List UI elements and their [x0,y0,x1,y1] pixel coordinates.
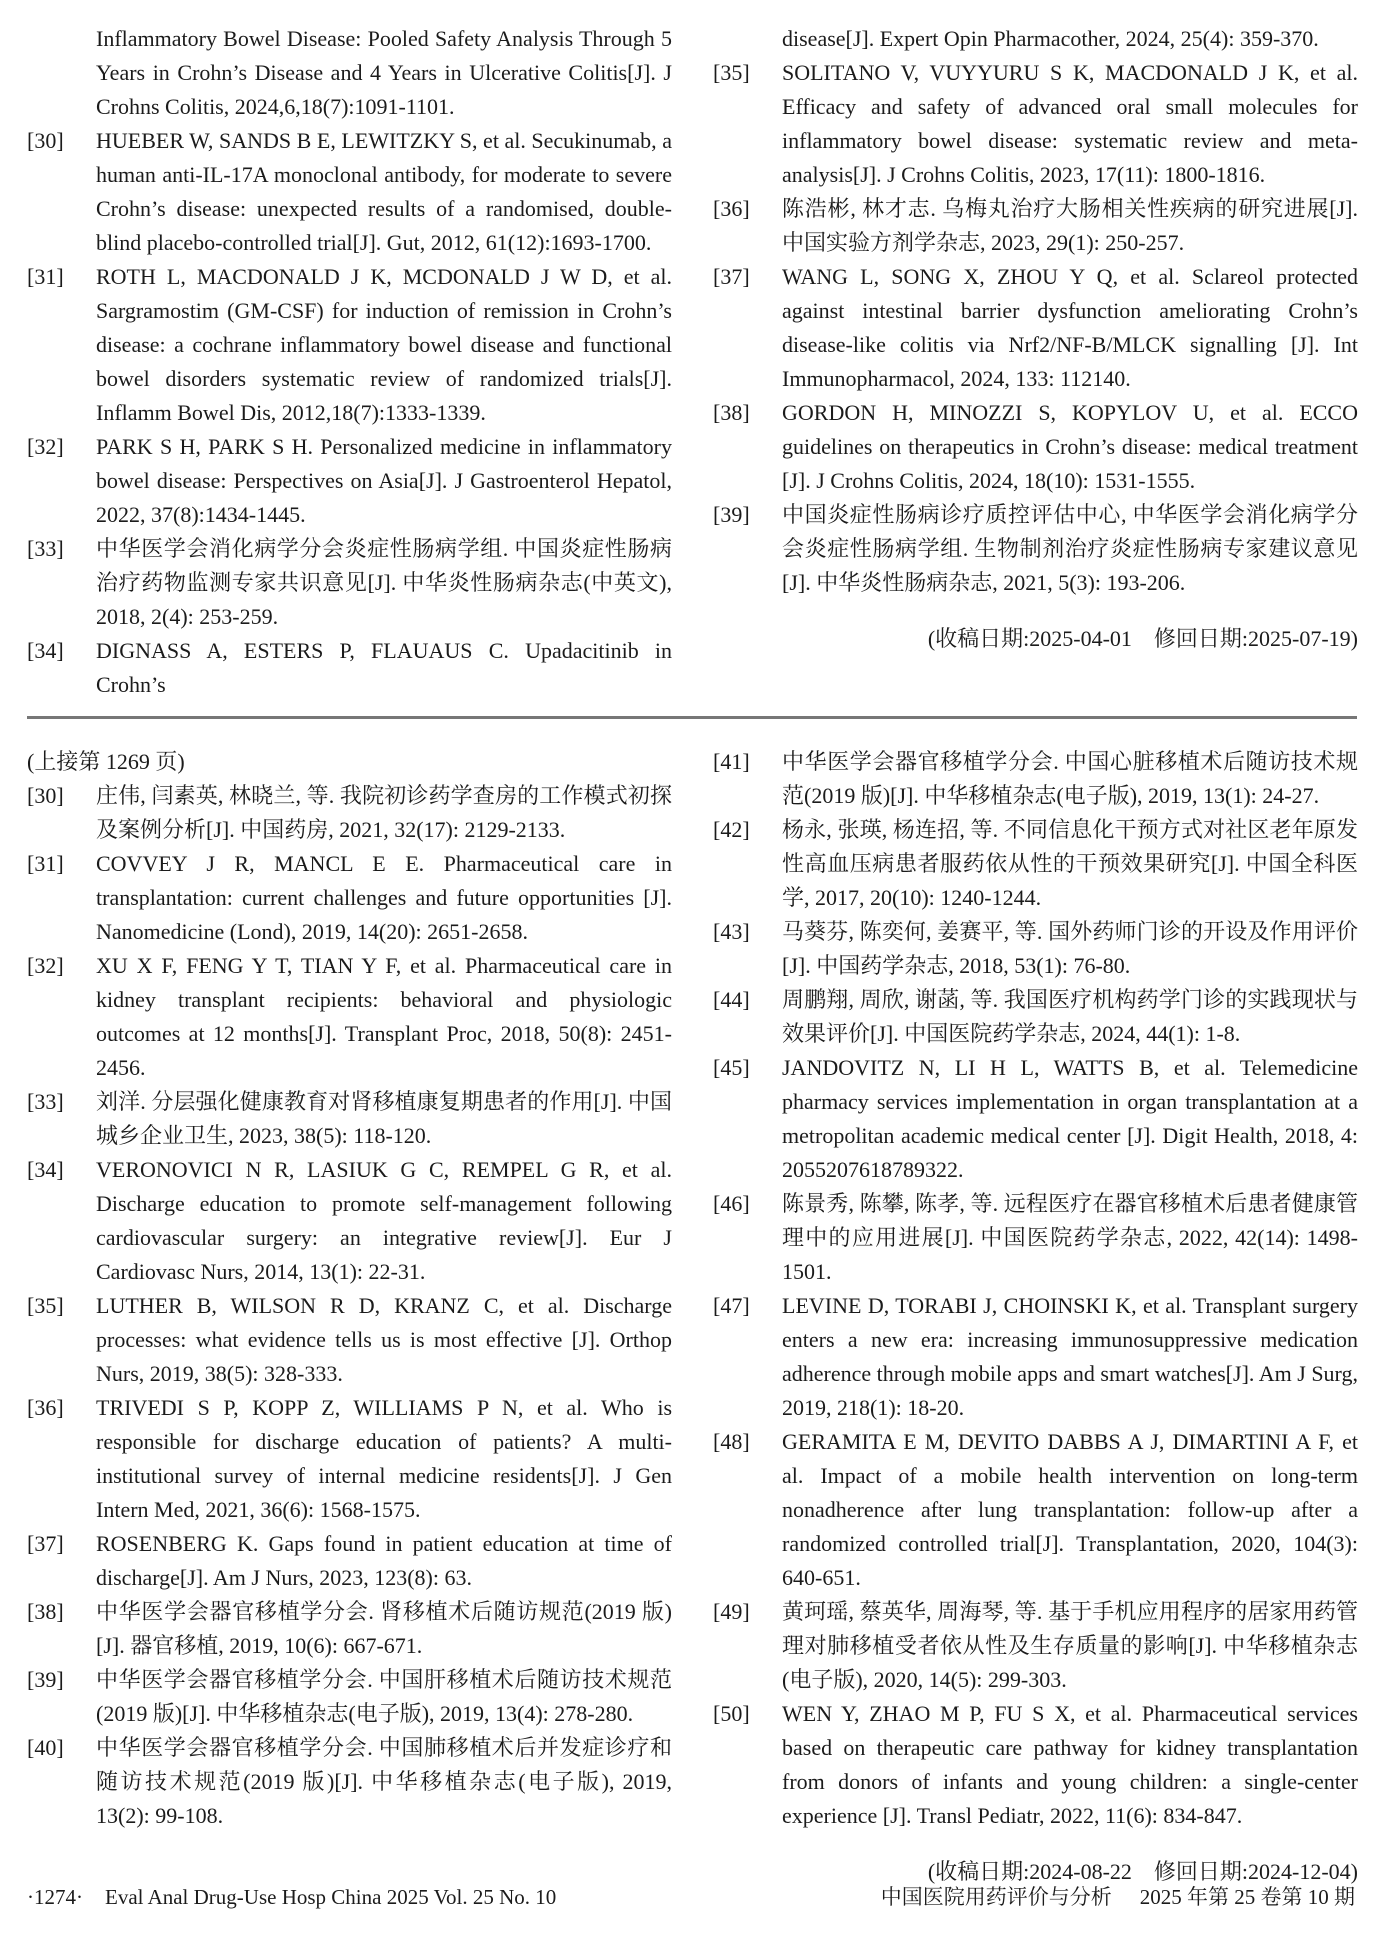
page-number: ·1274· [27,1885,83,1909]
reference-number: [40] [27,1735,64,1760]
reference-text: GERAMITA E M, DEVITO DABBS A J, DIMARTINI A F, et al. Impact of a mobile health intervention on long-term nonadherence after lung transplantation: follow-up after a randomized controlled trial[J]. Transplantation, 2020, 104(3): 640-651. [782,1429,1358,1590]
top-reference-section [27,22,1357,702]
reference-entry [27,124,672,260]
reference-number: [37] [27,1531,64,1556]
reference-text: DIGNASS A, ESTERS P, FLAUAUS C. Upadacitinib in Crohn’s [96,638,672,697]
reference-entry [27,847,672,949]
reference-number: [30] [27,783,64,808]
received-revised-dates: (收稿日期:2025-04-01 修回日期:2025-07-19) [927,626,1358,651]
reference-number [713,22,782,56]
reference-list [713,22,1358,600]
reference-entry [713,983,1358,1051]
reference-text: GORDON H, MINOZZI S, KOPYLOV U, et al. ECCO guidelines on therapeutics in Crohn’s disease: medical treatment [J]. J Crohns Colitis, 2024, 18(10): 1531-1555. [782,400,1358,493]
reference-entry [713,1425,1358,1595]
reference-text: 杨永, 张瑛, 杨连招, 等. 不同信息化干预方式对社区老年原发性高血压病患者服药依从性的干预效果研究[J]. 中国全科医学, 2017, 20(10): 1240-1244. [782,817,1358,910]
reference-text: LUTHER B, WILSON R D, KRANZ C, et al. Discharge processes: what evidence tells us is most effective [J]. Orthop Nurs, 2019, 38(5): 328-333. [96,1293,672,1386]
reference-entry [27,949,672,1085]
reference-number: [32] [27,434,64,459]
footer-right [881,1880,1355,1914]
received-revised-dates: (收稿日期:2024-08-22 修回日期:2024-12-04) [927,1859,1358,1884]
journal-name-chinese: 中国医院用药评价与分析 [880,1885,1112,1909]
reference-entry [713,498,1358,600]
reference-entry [713,813,1358,915]
reference-text: Inflammatory Bowel Disease: Pooled Safety Analysis Through 5 Years in Crohn’s Disease and 4 Years in Ulcerative Colitis[J]. J Crohns Colitis, 2024,6,18(7):1091-1101. [96,26,672,119]
reference-text: 陈景秀, 陈攀, 陈孝, 等. 远程医疗在器官移植术后患者健康管理中的应用进展[J]. 中国医院药学杂志, 2022, 42(14): 1498-1501. [782,1191,1358,1284]
reference-text: SOLITANO V, VUYYURU S K, MACDONALD J K, et al. Efficacy and safety of advanced oral small molecules for inflammatory bowel disease: systematic review and meta-analysis[J]. J Crohns Colitis, 2023, 17(11): 1800-1816. [782,60,1358,187]
reference-text: XU X F, FENG Y T, TIAN Y F, et al. Pharmaceutical care in kidney transplant recipients: behavioral and physiologic outcomes at 12 months[J]. Transplant Proc, 2018, 50(8): 2451-2456. [96,953,672,1080]
reference-entry [713,915,1358,983]
reference-number: [35] [27,1293,64,1318]
reference-entry [27,1153,672,1289]
reference-entry [27,1527,672,1595]
reference-number: [34] [27,1157,64,1182]
reference-number: [33] [27,1089,64,1114]
reference-number: [32] [27,953,64,978]
reference-number: [46] [713,1191,750,1216]
bottom-right-column [713,745,1358,1889]
reference-list [27,779,672,1833]
reference-number: [36] [27,1395,64,1420]
reference-text: 刘洋. 分层强化健康教育对肾移植康复期患者的作用[J]. 中国城乡企业卫生, 2023, 38(5): 118-120. [96,1089,672,1148]
reference-number: [34] [27,638,64,663]
reference-text: WANG L, SONG X, ZHOU Y Q, et al. Sclareol protected against intestinal barrier dysfunction ameliorating Crohn’s disease-like colitis via Nrf2/NF-B/MLCK signalling [J]. Int Immunopharmacol, 2024, 133: 112140. [782,264,1358,391]
section-divider [27,716,1357,719]
reference-entry [27,1731,672,1833]
reference-continuation-text [27,22,672,124]
reference-text: JANDOVITZ N, LI H L, WATTS B, et al. Telemedicine pharmacy services implementation in organ transplantation at a metropolitan academic medical center [J]. Digit Health, 2018, 4: 2055207618789322. [782,1055,1358,1182]
reference-entry [27,532,672,634]
reference-number: [30] [27,128,64,153]
reference-text: ROSENBERG K. Gaps found in patient education at time of discharge[J]. Am J Nurs, 2023, 123(8): 63. [96,1531,672,1590]
reference-text: HUEBER W, SANDS B E, LEWITZKY S, et al. Secukinumab, a human anti-IL-17A monoclonal antibody, for moderate to severe Crohn’s disease: unexpected results of a randomised, double-blind placebo-controlled trial[J]. Gut, 2012, 61(12):1693-1700. [96,128,672,255]
reference-text: 中华医学会消化病学分会炎症性肠病学组. 中国炎症性肠病治疗药物监测专家共识意见[J]. 中华炎性肠病杂志(中英文), 2018, 2(4): 253-259. [96,536,672,629]
reference-entry [27,779,672,847]
reference-entry [27,1289,672,1391]
reference-text: 周鹏翔, 周欣, 谢菡, 等. 我国医疗机构药学门诊的实践现状与效果评价[J]. 中国医院药学杂志, 2024, 44(1): 1-8. [782,987,1358,1046]
reference-list [713,745,1358,1833]
bottom-left-column [27,745,672,1833]
reference-entry [27,634,672,702]
reference-entry [713,260,1358,396]
reference-number: [39] [713,502,750,527]
reference-entry [713,745,1358,813]
reference-number: [35] [713,60,750,85]
reference-number: [47] [713,1293,750,1318]
reference-number: [50] [713,1701,750,1726]
reference-text: WEN Y, ZHAO M P, FU S X, et al. Pharmaceutical services based on therapeutic care pathway for kidney transplantation from donors of infants and young children: a single-center experience [J]. Transl Pediatr, 2022, 11(6): 834-847. [782,1701,1358,1828]
reference-continuation-text [713,22,1358,56]
reference-entry [713,192,1358,260]
reference-entry [27,1663,672,1731]
reference-entry [713,56,1358,192]
issue-info: 2025 年第 25 卷第 10 期 [1139,1885,1355,1909]
reference-text: TRIVEDI S P, KOPP Z, WILLIAMS P N, et al. Who is responsible for discharge education of patients? A multi-institutional survey of internal medicine residents[J]. J Gen Intern Med, 2021, 36(6): 1568-1575. [96,1395,672,1522]
reference-entry [27,1391,672,1527]
reference-number: [36] [713,196,750,221]
reference-number: [31] [27,851,64,876]
reference-text: 中华医学会器官移植学分会. 肾移植术后随访规范(2019 版)[J]. 器官移植, 2019, 10(6): 667-671. [96,1599,672,1658]
reference-text: 中国炎症性肠病诊疗质控评估中心, 中华医学会消化病学分会炎症性肠病学组. 生物制剂治疗炎症性肠病专家建议意见[J]. 中华炎性肠病杂志, 2021, 5(3): 193-206. [782,502,1358,595]
reference-number: [37] [713,264,750,289]
reference-list [27,22,672,702]
reference-entry [713,1595,1358,1697]
reference-number: [41] [713,749,750,774]
reference-text: 中华医学会器官移植学分会. 中国肺移植术后并发症诊疗和随访技术规范(2019 版)[J]. 中华移植杂志(电子版), 2019, 13(2): 99-108. [96,1735,672,1828]
reference-number: [39] [27,1667,64,1692]
continued-from-page-note: (上接第 1269 页) [27,749,185,774]
reference-number: [38] [27,1599,64,1624]
reference-number: [48] [713,1429,750,1454]
page-footer [27,1880,1355,1914]
reference-entry [713,1051,1358,1187]
reference-number: [44] [713,987,750,1012]
reference-entry [713,396,1358,498]
top-right-column [713,22,1358,656]
reference-text: VERONOVICI N R, LASIUK G C, REMPEL G R, et al. Discharge education to promote self-management following cardiovascular surgery: an integrative review[J]. Eur J Cardiovasc Nurs, 2014, 13(1): 22-31. [96,1157,672,1284]
reference-number: [38] [713,400,750,425]
journal-name-english: Eval Anal Drug-Use Hosp China 2025 Vol. 25 No. 10 [105,1885,557,1909]
reference-text: 庄伟, 闫素英, 林晓兰, 等. 我院初诊药学查房的工作模式初探及案例分析[J]. 中国药房, 2021, 32(17): 2129-2133. [96,783,672,842]
reference-number: [49] [713,1599,750,1624]
reference-entry [713,1697,1358,1833]
reference-text: 黄珂瑶, 蔡英华, 周海琴, 等. 基于手机应用程序的居家用药管理对肺移植受者依从性及生存质量的影响[J]. 中华移植杂志(电子版), 2020, 14(5): 299-303. [782,1599,1358,1692]
reference-text: 中华医学会器官移植学分会. 中国心脏移植术后随访技术规范(2019 版)[J]. 中华移植杂志(电子版), 2019, 13(1): 24-27. [782,749,1358,808]
reference-number [27,22,96,124]
reference-text: disease[J]. Expert Opin Pharmacother, 2024, 25(4): 359-370. [782,26,1319,51]
reference-number: [45] [713,1055,750,1080]
reference-entry [27,1595,672,1663]
reference-text: LEVINE D, TORABI J, CHOINSKI K, et al. Transplant surgery enters a new era: increasing immunosuppressive medication adherence through mobile apps and smart watches[J]. Am J Surg, 2019, 218(1): 18-20. [782,1293,1358,1420]
reference-number: [42] [713,817,750,842]
reference-text: PARK S H, PARK S H. Personalized medicine in inflammatory bowel disease: Perspectives on Asia[J]. J Gastroenterol Hepatol, 2022, 37(8):1434-1445. [96,434,672,527]
reference-entry [713,1187,1358,1289]
top-left-column [27,22,672,702]
reference-number: [43] [713,919,750,944]
reference-entry [713,1289,1358,1425]
reference-entry [27,260,672,430]
reference-text: COVVEY J R, MANCL E E. Pharmaceutical care in transplantation: current challenges and future opportunities [J]. Nanomedicine (Lond), 2019, 14(20): 2651-2658. [96,851,672,944]
reference-text: 陈浩彬, 林才志. 乌梅丸治疗大肠相关性疾病的研究进展[J]. 中国实验方剂学杂志, 2023, 29(1): 250-257. [782,196,1358,255]
reference-number: [33] [27,536,64,561]
reference-entry [27,1085,672,1153]
reference-number: [31] [27,264,64,289]
bottom-reference-section [27,745,1357,1889]
reference-text: 马葵芬, 陈奕何, 姜赛平, 等. 国外药师门诊的开设及作用评价[J]. 中国药学杂志, 2018, 53(1): 76-80. [782,919,1358,978]
reference-entry [27,430,672,532]
footer-left [27,1880,556,1914]
reference-text: 中华医学会器官移植学分会. 中国肝移植术后随访技术规范(2019 版)[J]. 中华移植杂志(电子版), 2019, 13(4): 278-280. [96,1667,672,1726]
reference-text: ROTH L, MACDONALD J K, MCDONALD J W D, et al. Sargramostim (GM-CSF) for induction of remission in Crohn’s disease: a cochrane inflammatory bowel disease and functional bowel disorders systematic review of randomized trials[J]. Inflamm Bowel Dis, 2012,18(7):1333-1339. [96,264,672,425]
